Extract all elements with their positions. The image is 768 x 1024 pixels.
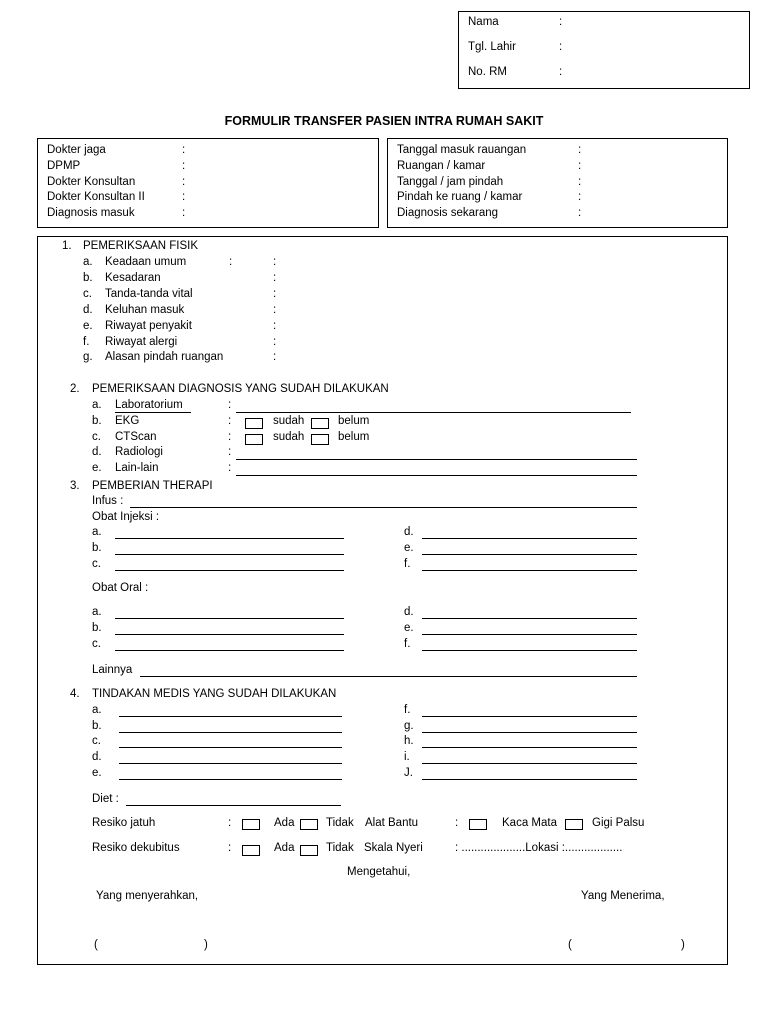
list-letter: e. — [404, 622, 414, 634]
physical-exam-item: Kesadaran — [105, 271, 161, 284]
infus-field[interactable] — [130, 507, 637, 508]
infus-label: Infus : — [92, 495, 124, 507]
section-2-heading: PEMERIKSAAN DIAGNOSIS YANG SUDAH DILAKUKAN — [92, 383, 389, 395]
list-letter: d. — [92, 751, 102, 764]
signature-close-paren: ) — [204, 939, 208, 951]
diet-label: Diet : — [92, 793, 119, 805]
list-letter: a. — [92, 526, 102, 538]
belum-label: belum — [338, 431, 370, 443]
ada-label: Ada — [274, 817, 295, 829]
doctor-info-label: Dokter jaga — [47, 144, 106, 156]
drug-field[interactable] — [115, 650, 344, 651]
list-letter: f. — [404, 704, 411, 716]
belum-checkbox[interactable] — [311, 434, 329, 445]
laboratorium-underline — [115, 412, 191, 413]
colon: : — [578, 144, 582, 156]
physical-exam-item: Keadaan umum — [105, 256, 187, 268]
section-3-number: 3. — [70, 480, 80, 492]
label-nama: Nama — [468, 16, 499, 28]
procedure-field[interactable] — [422, 779, 637, 780]
colon: : — [229, 256, 233, 268]
alat-bantu-label: Alat Bantu — [365, 817, 419, 829]
diagnostic-item: Lain-lain — [115, 462, 159, 474]
list-letter: c. — [92, 431, 101, 443]
yang-menyerahkan-label: Yang menyerahkan, — [96, 890, 199, 902]
colon: : — [578, 175, 582, 188]
section-1-number: 1. — [62, 240, 72, 252]
room-info-label: Tanggal masuk rauangan — [397, 144, 527, 156]
skala-nyeri-lokasi-field[interactable]: : ....................Lokasi :.................. — [455, 842, 623, 854]
drug-field[interactable] — [422, 570, 637, 571]
alat-bantu-checkbox[interactable] — [469, 819, 487, 830]
colon: : — [273, 256, 277, 268]
list-letter: a. — [92, 704, 102, 716]
colon: : — [578, 207, 582, 220]
room-info-label: Ruangan / kamar — [397, 159, 486, 172]
belum-label: belum — [338, 415, 370, 427]
resiko-jatuh-ada-checkbox[interactable] — [242, 819, 260, 830]
procedure-field[interactable] — [422, 732, 637, 733]
list-letter: c. — [92, 735, 101, 748]
drug-field[interactable] — [115, 618, 344, 619]
procedure-field[interactable] — [119, 763, 342, 764]
colon: : — [273, 351, 277, 364]
physical-exam-item: Riwayat penyakit — [105, 319, 192, 332]
diagnostic-field[interactable] — [236, 475, 637, 476]
skala-nyeri-label: Skala Nyeri — [364, 842, 423, 854]
colon: : — [228, 842, 232, 854]
resiko-jatuh-tidak-checkbox[interactable] — [300, 819, 318, 830]
diagnostic-item: Laboratorium — [115, 399, 183, 411]
diagnostic-field[interactable] — [236, 459, 637, 460]
colon: : — [182, 191, 186, 204]
list-letter: c. — [92, 558, 101, 570]
signature-open-paren: ( — [568, 939, 572, 951]
list-letter: e. — [92, 462, 102, 474]
physical-exam-item: Keluhan masuk — [105, 303, 185, 316]
list-letter: d. — [404, 606, 414, 618]
diet-field[interactable] — [126, 805, 341, 806]
section-4-heading: TINDAKAN MEDIS YANG SUDAH DILAKUKAN — [92, 688, 337, 700]
colon: : — [559, 41, 563, 53]
sudah-checkbox[interactable] — [245, 434, 263, 445]
colon: : — [273, 271, 277, 284]
list-letter: g. — [404, 719, 414, 732]
list-letter: J. — [404, 766, 413, 779]
colon: : — [559, 16, 563, 28]
room-info-label: Pindah ke ruang / kamar — [397, 191, 523, 204]
belum-checkbox[interactable] — [311, 418, 329, 429]
section-2-number: 2. — [70, 383, 80, 395]
doctor-info-label: DPMP — [47, 159, 81, 172]
list-letter: a. — [92, 399, 102, 411]
colon: : — [228, 431, 232, 443]
doctor-info-label: Dokter Konsultan — [47, 175, 136, 188]
resiko-dekubitus-label: Resiko dekubitus — [92, 842, 180, 854]
sudah-checkbox[interactable] — [245, 418, 263, 429]
obat-injeksi-label: Obat Injeksi : — [92, 511, 160, 523]
label-no-rm: No. RM — [468, 66, 507, 78]
laboratorium-field[interactable] — [236, 412, 631, 413]
list-letter: f. — [404, 558, 411, 570]
procedure-field[interactable] — [119, 716, 342, 717]
list-letter: b. — [92, 542, 102, 554]
colon: : — [455, 817, 459, 829]
list-letter: b. — [92, 719, 102, 732]
colon: : — [273, 335, 277, 348]
physical-exam-item: Riwayat alergi — [105, 335, 178, 348]
gigi-palsu-label: Gigi Palsu — [592, 817, 645, 829]
colon: : — [578, 191, 582, 204]
drug-field[interactable] — [115, 634, 344, 635]
list-letter: f. — [83, 335, 90, 348]
diagnostic-item: Radiologi — [115, 446, 163, 458]
list-letter: e. — [83, 319, 93, 332]
section-4-number: 4. — [70, 688, 80, 700]
colon: : — [228, 462, 232, 474]
list-letter: a. — [83, 256, 93, 268]
kaca-mata-label: Kaca Mata — [502, 817, 557, 829]
drug-field[interactable] — [422, 618, 637, 619]
list-letter: f. — [404, 638, 411, 650]
colon: : — [182, 159, 186, 172]
yang-menerima-label: Yang Menerima, — [581, 890, 665, 902]
list-letter: h. — [404, 735, 414, 748]
drug-field[interactable] — [422, 634, 637, 635]
tidak-label: Tidak — [326, 817, 354, 829]
diagnostic-item: CTScan — [115, 431, 157, 443]
sudah-label: sudah — [273, 431, 305, 443]
drug-field[interactable] — [115, 570, 344, 571]
list-letter: d. — [83, 303, 93, 316]
colon: : — [182, 144, 186, 156]
colon: : — [273, 287, 277, 300]
physical-exam-item: Tanda-tanda vital — [105, 287, 193, 300]
page-title: FORMULIR TRANSFER PASIEN INTRA RUMAH SAKIT — [224, 114, 544, 128]
list-letter: g. — [83, 351, 93, 364]
sudah-label: sudah — [273, 415, 305, 427]
colon: : — [228, 399, 232, 411]
lainnya-field[interactable] — [140, 676, 637, 677]
doctor-info-label: Diagnosis masuk — [47, 207, 135, 220]
obat-oral-label: Obat Oral : — [92, 582, 149, 594]
colon: : — [228, 446, 232, 458]
mengetahui-label: Mengetahui, — [347, 866, 411, 878]
section-3-heading: PEMBERIAN THERAPI — [92, 480, 213, 492]
colon: : — [228, 817, 232, 829]
drug-field[interactable] — [422, 554, 637, 555]
lainnya-label: Lainnya — [92, 664, 133, 676]
list-letter: c. — [83, 287, 92, 300]
resiko-dekubitus-tidak-checkbox[interactable] — [300, 845, 318, 856]
list-letter: i. — [404, 751, 410, 764]
colon: : — [273, 319, 277, 332]
colon: : — [228, 415, 232, 427]
tidak-label: Tidak — [326, 842, 354, 854]
colon: : — [559, 66, 563, 78]
section-1-heading: PEMERIKSAAN FISIK — [83, 240, 199, 252]
signature-close-paren: ) — [681, 939, 685, 951]
list-letter: b. — [92, 622, 102, 634]
procedure-field[interactable] — [422, 763, 637, 764]
procedure-field[interactable] — [119, 732, 342, 733]
physical-exam-item: Alasan pindah ruangan — [105, 351, 224, 364]
list-letter: c. — [92, 638, 101, 650]
doctor-info-label: Dokter Konsultan II — [47, 191, 145, 204]
signature-open-paren: ( — [94, 939, 98, 951]
room-info-label: Tanggal / jam pindah — [397, 175, 504, 188]
drug-field[interactable] — [115, 554, 344, 555]
room-info-label: Diagnosis sekarang — [397, 207, 499, 220]
colon: : — [182, 175, 186, 188]
list-letter: b. — [92, 415, 102, 427]
procedure-field[interactable] — [119, 747, 342, 748]
list-letter: d. — [404, 526, 414, 538]
list-letter: a. — [92, 606, 102, 618]
drug-field[interactable] — [115, 538, 344, 539]
colon: : — [578, 159, 582, 172]
drug-field[interactable] — [422, 650, 637, 651]
list-letter: d. — [92, 446, 102, 458]
label-tgl-lahir: Tgl. Lahir — [468, 41, 516, 53]
resiko-dekubitus-ada-checkbox[interactable] — [242, 845, 260, 856]
diagnostic-item: EKG — [115, 415, 140, 427]
ada-label: Ada — [274, 842, 295, 854]
list-letter: e. — [92, 766, 102, 779]
procedure-field[interactable] — [119, 779, 342, 780]
procedure-field[interactable] — [422, 716, 637, 717]
drug-field[interactable] — [422, 538, 637, 539]
list-letter: b. — [83, 271, 93, 284]
colon: : — [273, 303, 277, 316]
list-letter: e. — [404, 542, 414, 554]
colon: : — [182, 207, 186, 220]
resiko-jatuh-label: Resiko jatuh — [92, 817, 156, 829]
procedure-field[interactable] — [422, 747, 637, 748]
kaca-mata-checkbox[interactable] — [565, 819, 583, 830]
